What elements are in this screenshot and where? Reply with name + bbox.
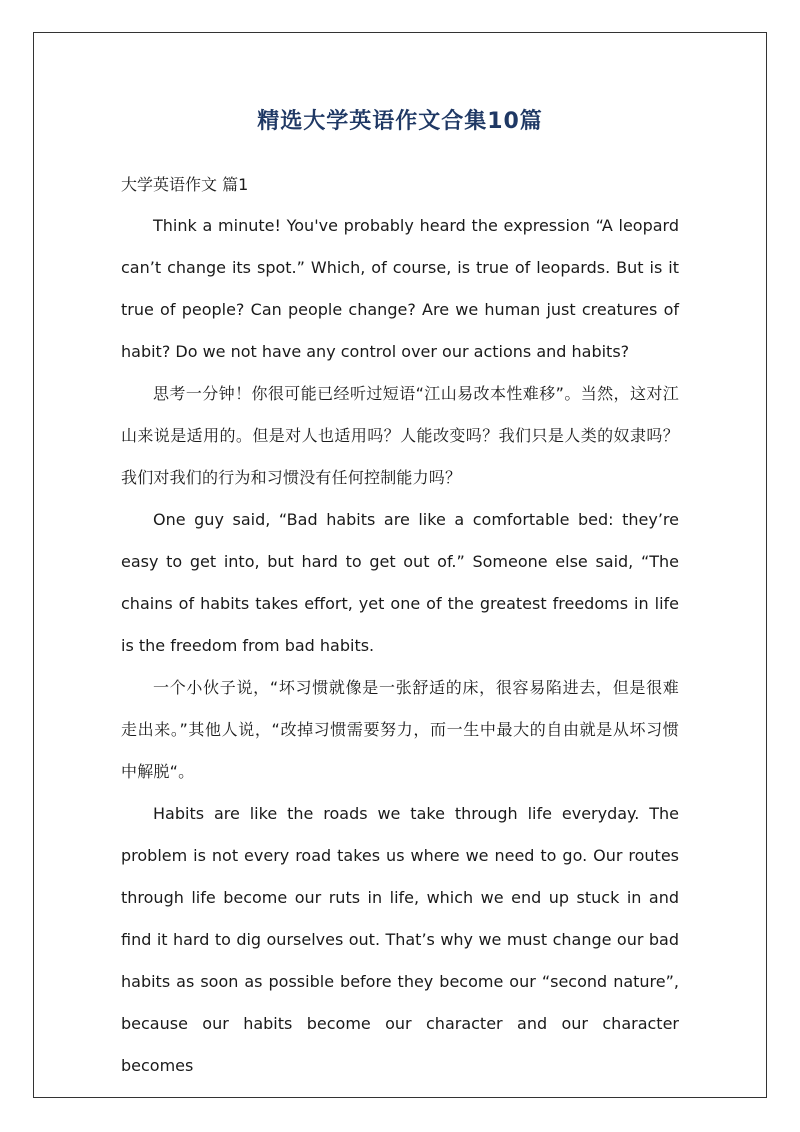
paragraph-english-1: Think a minute! You've probably heard the expression “A leopard can’t change its spot.” Which, of course, is true of leopards. But is it true of people? Can people change? Are we human just creatures of habit? Do we not have any control over our actions and habits? bbox=[121, 216, 679, 361]
paragraph-english-2: One guy said, “Bad habits are like a comfortable bed: they’re easy to get into, but hard to get out of.” Someone else said, “The chains of habits takes effort, yet one of the greatest freedoms in life is the freedom from bad habits. bbox=[121, 510, 679, 655]
paragraph-english-3: Habits are like the roads we take through life everyday. The problem is not every road takes us where we need to go. Our routes through life become our ruts in life, which we end up stuck in and find it hard to dig ourselves out. That’s why we must change our bad habits as soon as possible before they become our “second nature”, because our habits become our character and our character becomes bbox=[121, 804, 679, 1075]
section-heading: 大学英语作文 篇1 bbox=[121, 175, 249, 194]
document-title: 精选大学英语作文合集10篇 bbox=[257, 109, 543, 134]
paragraph-chinese-1: 思考一分钟！你很可能已经听过短语“江山易改本性难移”。当然，这对江山来说是适用的。但是对人也适用吗？人能改变吗？我们只是人类的奴隶吗？我们对我们的行为和习惯没有任何控制能力吗？ bbox=[121, 384, 679, 487]
document-body bbox=[121, 205, 679, 1087]
paragraph-chinese-2: 一个小伙子说，“坏习惯就像是一张舒适的床，很容易陷进去，但是很难走出来。”其他人说，“改掉习惯需要努力，而一生中最大的自由就是从坏习惯中解脱“。 bbox=[121, 678, 679, 781]
